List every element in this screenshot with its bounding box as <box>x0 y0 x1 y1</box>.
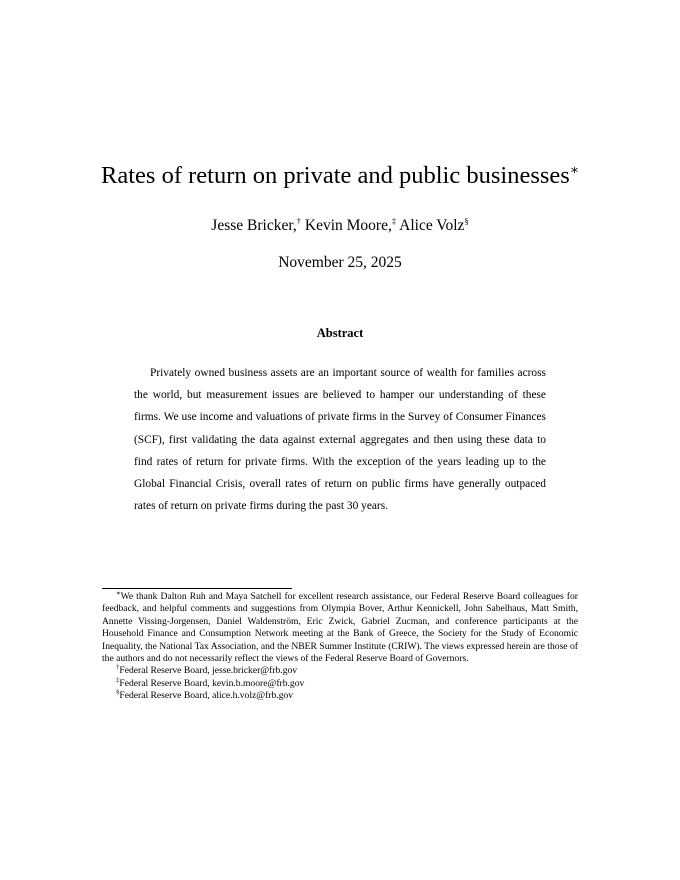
footnote-mark: ‡ <box>116 676 120 684</box>
author-separator: , <box>292 217 297 234</box>
author-footnote-mark: § <box>464 215 469 226</box>
author-name: Kevin Moore <box>304 217 388 234</box>
paper-title <box>0 161 680 191</box>
footnote-author-affiliation <box>102 690 578 702</box>
footnote-rule <box>102 588 292 589</box>
footnotes <box>102 591 578 703</box>
footnote-author-affiliation <box>102 665 578 677</box>
author-footnote-mark: † <box>296 215 302 226</box>
author-list <box>0 216 680 236</box>
footnote-mark: ∗ <box>116 589 121 597</box>
footnote-text: Federal Reserve Board, kevin.b.moore@frb.gov <box>119 677 305 689</box>
footnote-text: We thank Dalton Ruh and Maya Satchell for excellent research assistance, our Federal Reserve Board colleagues for feedback, and helpful comments and suggestions from Olympia Bover, Arthur Kennickell, John Sabelhaus, Matt Smith, Annette Vissing-Jorgensen, Daniel Waldenström, Eric Zwick, Gabriel Zucman, and conference participants at the Household Finance and Consumption Network meeting at the Bank of Greece, the Society for the Study of Economic Inequality, the National Tax Association, and the NBER Summer Institute (CRIW). The views expressed herein are those of the authors and do not necessarily reflect the views of the Federal Reserve Board of Governors. <box>102 591 578 665</box>
footnote-author-affiliation <box>102 678 578 690</box>
footnote-mark: § <box>116 689 120 697</box>
footnote-mark: † <box>116 664 120 672</box>
footnote-acknowledgements <box>102 591 578 665</box>
author-name: Jesse Bricker <box>211 217 293 234</box>
abstract-body: Privately owned business assets are an important source of wealth for families across the world, but measurement issues are believed to hamper our understanding of these firms. We use income and valuations of private firms in the Survey of Consumer Finances (SCF), first validating the data against external aggregates and then using these data to find rates of return for private firms. With the exception of the years leading up to the Global Financial Crisis, overall rates of return on public firms have generally outpaced rates of return on private firms during the past 30 years. <box>134 367 546 513</box>
author-name: Alice Volz <box>399 217 465 234</box>
footnote-text: Federal Reserve Board, jesse.bricker@frb.gov <box>119 665 298 677</box>
title-footnote-mark: ∗ <box>569 161 579 177</box>
footnote-text: Federal Reserve Board, alice.h.volz@frb.gov <box>119 690 294 702</box>
paper-title-text: Rates of return on private and public businesses <box>101 162 570 189</box>
author-separator: , <box>387 217 392 234</box>
author-footnote-mark: ‡ <box>391 215 397 226</box>
abstract-heading: Abstract <box>316 326 364 340</box>
paper-date: November 25, 2025 <box>278 254 402 271</box>
